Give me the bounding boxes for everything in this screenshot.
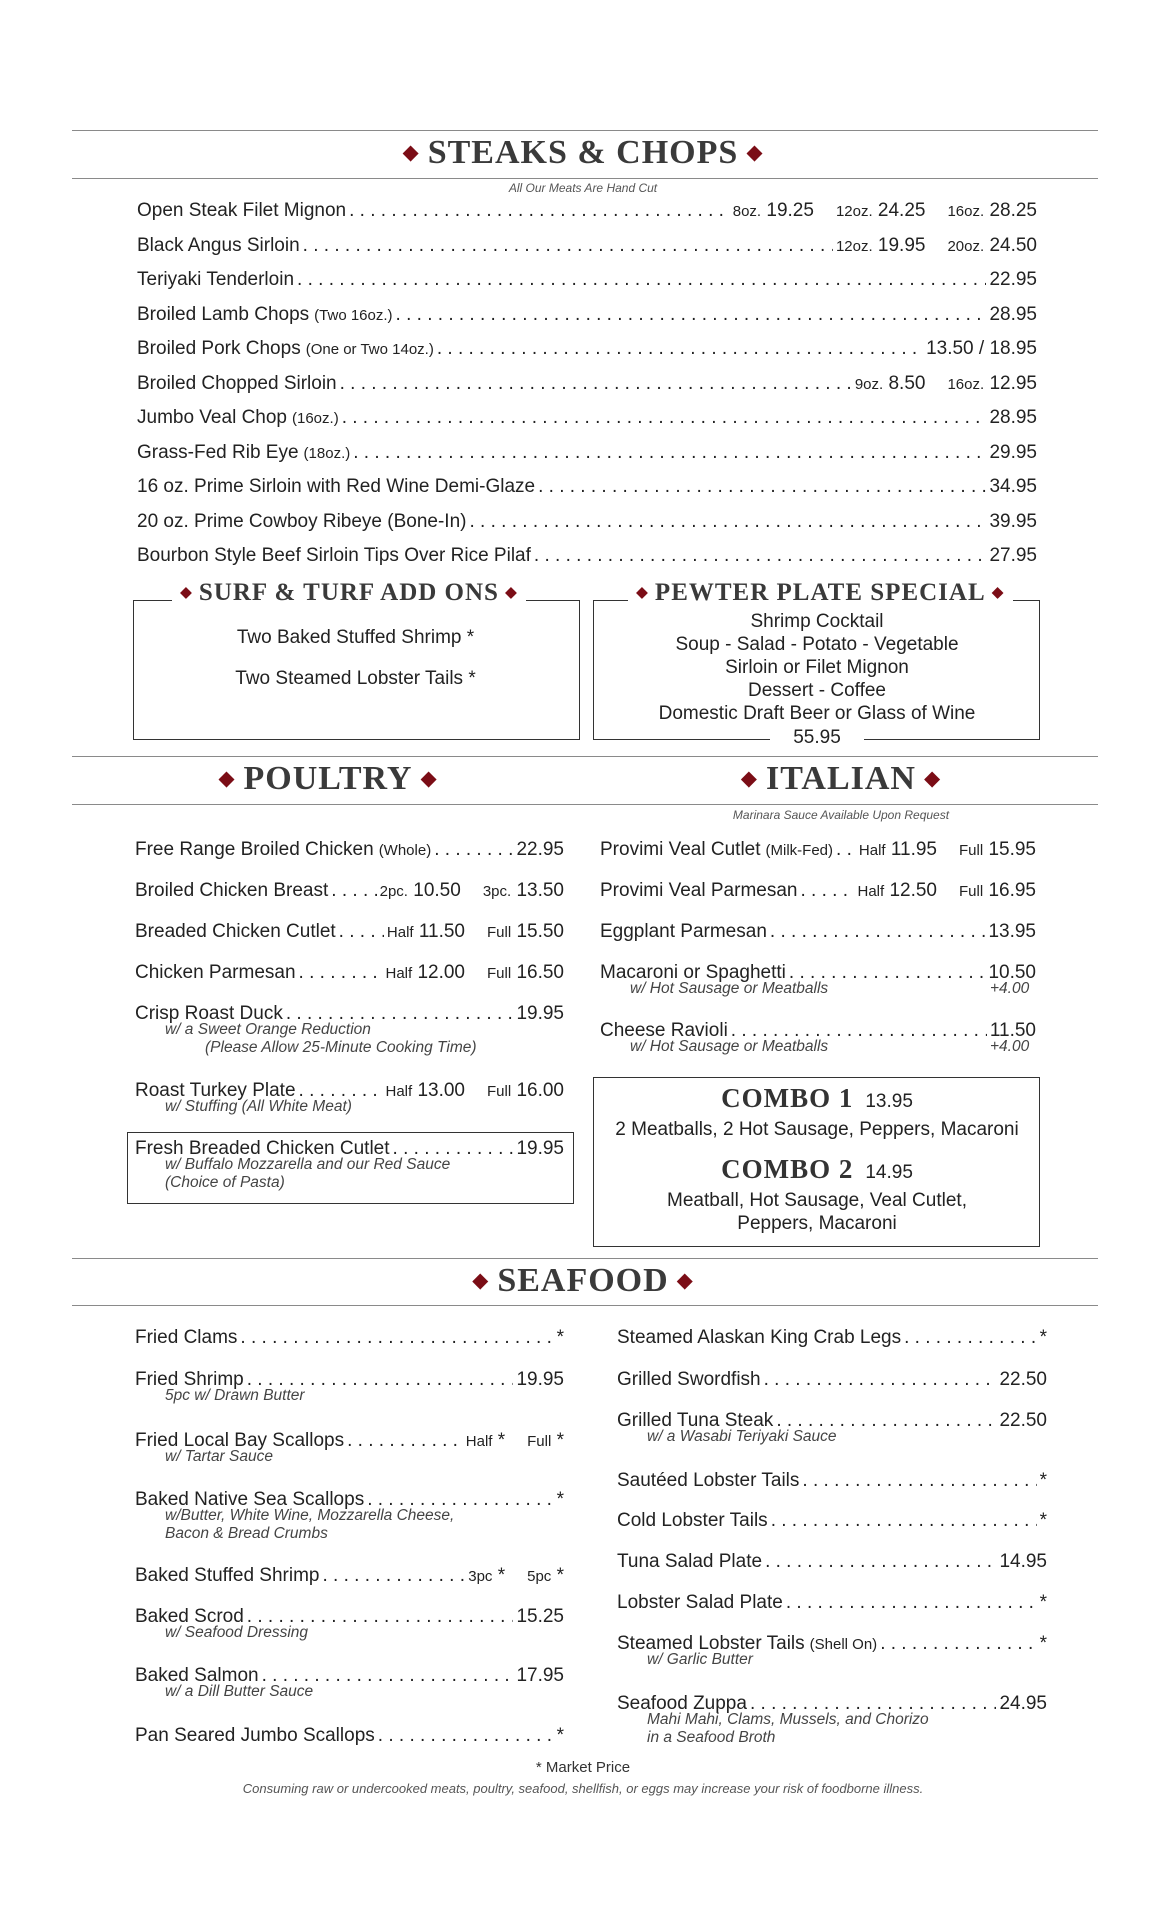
item-name: Sautéed Lobster Tails [617, 1470, 800, 1491]
menu-item [135, 880, 564, 903]
menu-item [137, 442, 1037, 465]
leader-dots [434, 839, 513, 861]
item-price [1040, 1510, 1047, 1532]
item-description: (Choice of Pasta) [165, 1174, 285, 1191]
portion-label: Half [385, 1083, 413, 1100]
price-value: 19.95 [516, 1138, 564, 1159]
diamond-icon: ◆ [740, 766, 759, 791]
portion-label: Full [487, 1083, 512, 1100]
portion-label: 3pc. [482, 883, 512, 900]
price-value: 22.50 [999, 1410, 1047, 1431]
item-name: Jumbo Veal Chop [137, 407, 287, 428]
menu-item [137, 200, 1037, 223]
portion-label: 12oz. [835, 203, 873, 220]
diamond-icon: ◆ [676, 1268, 694, 1293]
item-size-note: (One or Two 14oz.) [305, 341, 434, 358]
italian-title: ◆ ITALIAN ◆ [740, 760, 942, 797]
price-value: * [1039, 1633, 1047, 1654]
price-value: 15.25 [516, 1606, 564, 1627]
leader-dots [765, 1551, 996, 1573]
price-value: * [1039, 1592, 1047, 1613]
item-name: Roast Turkey Plate [135, 1080, 296, 1101]
price-value: * [1039, 1510, 1047, 1531]
item-name: Open Steak Filet Mignon [137, 200, 347, 221]
price-value: * [1039, 1470, 1047, 1491]
leader-dots [764, 1369, 997, 1391]
item-price [516, 1665, 564, 1687]
leader-dots [299, 962, 383, 984]
price-value: 34.95 [989, 476, 1037, 497]
item-price [380, 880, 564, 903]
price-value: * [556, 1327, 564, 1348]
combo2-price: 14.95 [865, 1162, 913, 1183]
item-price [999, 1410, 1047, 1432]
leader-dots [538, 476, 986, 498]
item-name: Provimi Veal Parmesan [600, 880, 798, 901]
price-value: 16.00 [516, 1080, 564, 1101]
poultry-title: ◆ POULTRY ◆ [218, 760, 438, 797]
leader-dots [297, 269, 986, 291]
pewter-line: Sirloin or Filet Mignon [725, 657, 909, 678]
item-name: Grilled Tuna Steak [617, 1410, 774, 1431]
item-price [1040, 1470, 1047, 1492]
diamond-icon: ◆ [402, 140, 420, 165]
pewter-line: Shrimp Cocktail [750, 611, 884, 632]
leader-dots [340, 373, 852, 395]
item-name: Macaroni or Spaghetti [600, 962, 786, 983]
leader-dots [800, 880, 854, 902]
leader-dots [240, 1327, 553, 1349]
price-value: 11.50 [418, 921, 465, 942]
item-price [989, 476, 1037, 498]
item-size-note: (Milk-Fed) [765, 842, 834, 859]
leader-dots [469, 511, 986, 533]
item-price [516, 1369, 564, 1391]
diamond-icon: ◆ [472, 1268, 490, 1293]
item-price [989, 304, 1037, 326]
leader-dots [904, 1327, 1036, 1349]
price-value: 12.50 [889, 880, 937, 901]
price-value: * [1039, 1327, 1047, 1348]
diamond-icon: ◆ [180, 584, 193, 602]
item-name: Broiled Chopped Sirloin [137, 372, 337, 394]
item-price [387, 921, 564, 944]
item-addon-price: +4.00 [990, 980, 1030, 997]
portion-label: Half [465, 1433, 493, 1450]
chicken-cutlet-box [127, 1132, 574, 1204]
item-name: Fresh Breaded Chicken Cutlet [135, 1138, 390, 1159]
item-price [926, 338, 1037, 360]
item-price [733, 200, 1037, 223]
item-name: Baked Native Sea Scallops [135, 1489, 365, 1510]
price-value: 29.95 [989, 441, 1037, 463]
pewter-price: 55.95 [770, 726, 864, 749]
item-description: 5pc w/ Drawn Butter [165, 1387, 305, 1404]
diamond-icon: ◆ [746, 140, 764, 165]
portion-label: Full [487, 924, 512, 941]
item-name: Broiled Chicken Breast [135, 880, 329, 901]
pewter-line: Soup - Salad - Potato - Vegetable [675, 634, 959, 655]
leader-dots [322, 1565, 465, 1587]
combo2-title: COMBO 2 [721, 1154, 854, 1184]
item-price [466, 1430, 564, 1453]
price-value: 19.95 [516, 1003, 564, 1024]
item-price [857, 880, 1036, 903]
item-price [989, 442, 1037, 464]
portion-label: Half [857, 883, 885, 900]
combo2-desc: Meatball, Hot Sausage, Veal Cutlet, [667, 1190, 967, 1211]
item-name: Cold Lobster Tails [617, 1510, 768, 1531]
portion-label: Half [385, 965, 413, 982]
item-description: w/ a Sweet Orange Reduction [165, 1021, 371, 1038]
item-name: Bourbon Style Beef Sirloin Tips Over Rice Pilaf [137, 545, 531, 566]
combo2-desc: Peppers, Macaroni [737, 1213, 897, 1234]
item-description: w/ Buffalo Mozzarella and our Red Sauce [165, 1156, 451, 1173]
item-name: Lobster Salad Plate [617, 1592, 783, 1613]
item-name: Steamed Alaskan King Crab Legs [617, 1327, 902, 1348]
leader-dots [802, 1470, 1036, 1492]
item-name: Fried Shrimp [135, 1369, 244, 1390]
portion-label: 2pc. [379, 883, 408, 900]
italian-note: Marinara Sauce Available Upon Request [732, 808, 950, 822]
item-name: Steamed Lobster Tails [617, 1633, 805, 1654]
item-size-note: (16oz.) [292, 410, 339, 427]
price-value: 13.50 / 18.95 [926, 338, 1037, 359]
item-name: Fried Local Bay Scallops [135, 1430, 345, 1451]
leader-dots [534, 545, 987, 567]
portion-label: Full [487, 965, 512, 982]
price-value: 39.95 [989, 510, 1037, 532]
item-name: Baked Scrod [135, 1606, 244, 1627]
menu-item [617, 1470, 1047, 1492]
item-price [1040, 1633, 1047, 1655]
item-name: Provimi Veal Cutlet [600, 839, 761, 860]
leader-dots [786, 1592, 1037, 1614]
menu-item [600, 839, 1036, 862]
item-price [988, 921, 1036, 943]
price-value: 24.95 [999, 1693, 1047, 1714]
price-value: 19.95 [516, 1369, 564, 1390]
menu-item [135, 921, 564, 944]
diamond-icon: ◆ [991, 584, 1005, 602]
item-name: Tuna Salad Plate [617, 1551, 763, 1572]
price-value: 11.95 [890, 839, 937, 860]
item-name: 16 oz. Prime Sirloin with Red Wine Demi-Glaze [137, 476, 536, 497]
surf-turf-item: Two Steamed Lobster Tails * [235, 668, 476, 689]
combo1-title: COMBO 1 [721, 1083, 854, 1113]
diamond-icon: ◆ [636, 584, 649, 602]
menu-item [617, 1551, 1047, 1573]
portion-label: 12oz. [835, 237, 873, 255]
item-description: w/ Hot Sausage or Meatballs [630, 980, 829, 997]
combo1-heading [593, 1083, 1041, 1114]
price-value: 8.50 [888, 372, 926, 394]
item-price [557, 1489, 564, 1511]
item-price [468, 1565, 564, 1588]
menu-item [137, 338, 1037, 361]
menu-item [137, 511, 1037, 533]
item-price [989, 407, 1037, 429]
seafood-title: ◆ SEAFOOD ◆ [472, 1262, 694, 1299]
item-description: w/ Hot Sausage or Meatballs [630, 1038, 829, 1055]
item-name: Baked Stuffed Shrimp [135, 1565, 320, 1586]
item-name: Cheese Ravioli [600, 1020, 728, 1041]
leader-dots [349, 200, 730, 222]
menu-item [137, 373, 1037, 396]
menu-item [135, 962, 564, 985]
leader-dots [339, 921, 384, 943]
item-size-note: (18oz.) [303, 444, 351, 462]
portion-label: 8oz. [732, 203, 762, 220]
menu-item [137, 304, 1037, 327]
item-name: Seafood Zuppa [617, 1693, 747, 1714]
price-value: 24.25 [877, 200, 926, 221]
item-price [1040, 1327, 1047, 1349]
item-name: Crisp Roast Duck [135, 1003, 283, 1024]
item-description: w/ Seafood Dressing [165, 1624, 309, 1641]
leader-dots [880, 1633, 1036, 1655]
item-name: Grilled Swordfish [617, 1369, 761, 1390]
menu-item [137, 476, 1037, 498]
item-price [1040, 1592, 1047, 1614]
diamond-icon: ◆ [218, 766, 236, 791]
leader-dots [437, 338, 923, 360]
menu-item [135, 1565, 564, 1588]
price-value: 28.95 [989, 407, 1037, 428]
price-value: 17.95 [516, 1665, 564, 1686]
price-value: 28.25 [989, 200, 1037, 221]
steaks-title: ◆ STEAKS & CHOPS ◆ [402, 134, 764, 171]
item-description: (Please Allow 25-Minute Cooking Time) [205, 1039, 477, 1056]
price-value: 13.50 [516, 880, 564, 901]
menu-item [617, 1369, 1047, 1391]
diamond-icon: ◆ [923, 766, 942, 791]
item-price [989, 511, 1037, 533]
menu-item [617, 1510, 1047, 1532]
price-value: * [556, 1430, 564, 1451]
menu-item [137, 269, 1037, 291]
leader-dots [353, 442, 986, 464]
menu-item [135, 1327, 564, 1349]
item-name: Eggplant Parmesan [600, 921, 767, 942]
steaks-note: All Our Meats Are Hand Cut [508, 181, 658, 195]
item-description: w/ Stuffing (All White Meat) [165, 1098, 352, 1115]
item-price [836, 235, 1037, 258]
item-name: Fried Clams [135, 1327, 238, 1348]
portion-label: Full [527, 1433, 552, 1450]
item-name: Chicken Parmesan [135, 962, 296, 983]
market-price-note: * Market Price [535, 1759, 631, 1776]
item-price [557, 1725, 564, 1747]
item-name: Breaded Chicken Cutlet [135, 921, 336, 942]
item-price [516, 839, 564, 861]
portion-label: 9oz. [854, 375, 884, 393]
leader-dots [303, 235, 833, 257]
item-size-note: (Shell On) [809, 1636, 878, 1653]
price-value: 22.95 [516, 839, 564, 860]
price-value: 14.95 [999, 1551, 1047, 1572]
portion-label: 20oz. [947, 237, 985, 255]
item-size-note: (Whole) [378, 842, 432, 859]
portion-label: 3pc [468, 1568, 493, 1585]
diamond-icon: ◆ [504, 584, 518, 602]
price-value: 24.50 [989, 234, 1037, 256]
menu-item [135, 1725, 564, 1747]
item-description: Mahi Mahi, Clams, Mussels, and Chorizo [647, 1711, 929, 1728]
price-value: 16.95 [988, 880, 1036, 901]
item-description: w/ Tartar Sauce [165, 1448, 273, 1465]
price-value: * [556, 1489, 564, 1510]
item-description: Bacon & Bread Crumbs [165, 1525, 328, 1542]
item-price [385, 1080, 564, 1103]
item-price [999, 1369, 1047, 1391]
item-price [385, 962, 564, 985]
price-value: 13.00 [417, 1080, 465, 1101]
menu-item [617, 1327, 1047, 1349]
leader-dots [770, 921, 986, 943]
item-name: Broiled Lamb Chops [137, 303, 310, 325]
price-value: 15.50 [516, 921, 564, 942]
menu-item [137, 235, 1037, 258]
item-name: Grass-Fed Rib Eye [137, 441, 299, 463]
item-description: w/ a Dill Butter Sauce [165, 1683, 314, 1700]
pewter-line: Domestic Draft Beer or Glass of Wine [658, 703, 976, 724]
leader-dots [378, 1725, 554, 1747]
price-value: 19.95 [877, 234, 926, 256]
portion-label: Full [959, 883, 984, 900]
price-value: 10.50 [413, 880, 461, 901]
item-addon-price: +4.00 [990, 1038, 1030, 1055]
price-value: 19.25 [766, 200, 814, 221]
item-price [989, 269, 1037, 291]
portion-label: 16oz. [947, 203, 985, 220]
item-name: Black Angus Sirloin [137, 234, 300, 256]
menu-item [600, 880, 1036, 903]
leader-dots [771, 1510, 1037, 1532]
item-price [516, 1606, 564, 1628]
price-value: * [556, 1725, 564, 1746]
item-price [516, 1003, 564, 1025]
combo1-price: 13.95 [865, 1091, 913, 1112]
item-name: Baked Salmon [135, 1665, 259, 1686]
price-value: 22.95 [989, 269, 1037, 290]
price-value: 16.50 [516, 962, 564, 983]
leader-dots [347, 1430, 463, 1452]
foodborne-warning: Consuming raw or undercooked meats, poultry, seafood, shellfish, or eggs may increase your risk of foodborne illness. [242, 1781, 924, 1796]
item-price [999, 1693, 1047, 1715]
price-value: 28.95 [989, 303, 1037, 325]
portion-label: Full [959, 842, 984, 859]
item-price [557, 1327, 564, 1349]
price-value: 10.50 [988, 962, 1036, 983]
price-value: 11.50 [989, 1020, 1036, 1041]
price-value: * [556, 1565, 564, 1586]
item-price [999, 1551, 1047, 1573]
combo1-desc: 2 Meatballs, 2 Hot Sausage, Peppers, Macaroni [615, 1119, 1019, 1140]
surf-turf-item: Two Baked Stuffed Shrimp * [236, 627, 475, 648]
leader-dots [342, 407, 987, 429]
leader-dots [331, 880, 376, 902]
leader-dots [836, 839, 856, 861]
item-price [859, 839, 1036, 862]
portion-label: 5pc [527, 1568, 552, 1585]
item-name: Free Range Broiled Chicken [135, 839, 374, 860]
price-value: * [497, 1565, 506, 1586]
surf-turf-title: ◆ SURF & TURF ADD ONS ◆ [172, 579, 526, 607]
item-size-note: (Two 16oz.) [314, 306, 393, 324]
menu-item [137, 545, 1037, 567]
menu-item [600, 921, 1036, 943]
price-value: 22.50 [999, 1369, 1047, 1390]
item-name: Pan Seared Jumbo Scallops [135, 1725, 375, 1746]
item-description: w/ Garlic Butter [647, 1651, 753, 1668]
item-price [989, 545, 1037, 567]
pewter-line: Dessert - Coffee [748, 680, 886, 701]
menu-item [617, 1592, 1047, 1614]
leader-dots [396, 304, 987, 326]
price-value: 27.95 [989, 545, 1037, 566]
price-value: 12.95 [989, 372, 1037, 394]
item-price [855, 373, 1037, 396]
item-name: 20 oz. Prime Cowboy Ribeye (Bone-In) [137, 510, 467, 532]
combo2-heading [593, 1154, 1041, 1185]
portion-label: Half [858, 842, 886, 859]
price-value: 13.95 [988, 921, 1036, 942]
menu-item [135, 839, 564, 862]
item-description: in a Seafood Broth [647, 1729, 776, 1746]
item-description: w/ a Wasabi Teriyaki Sauce [647, 1428, 837, 1445]
price-value: * [497, 1430, 506, 1451]
diamond-icon: ◆ [420, 766, 438, 791]
portion-label: 16oz. [947, 375, 985, 393]
portion-label: Half [386, 924, 414, 941]
item-name: Broiled Pork Chops [137, 338, 301, 359]
price-value: 12.00 [417, 962, 465, 983]
price-value: 15.95 [988, 839, 1036, 860]
item-name: Teriyaki Tenderloin [137, 269, 295, 290]
menu-item [137, 407, 1037, 430]
item-description: w/Butter, White Wine, Mozzarella Cheese, [165, 1507, 455, 1524]
pewter-title: ◆ PEWTER PLATE SPECIAL ◆ [628, 579, 1013, 607]
